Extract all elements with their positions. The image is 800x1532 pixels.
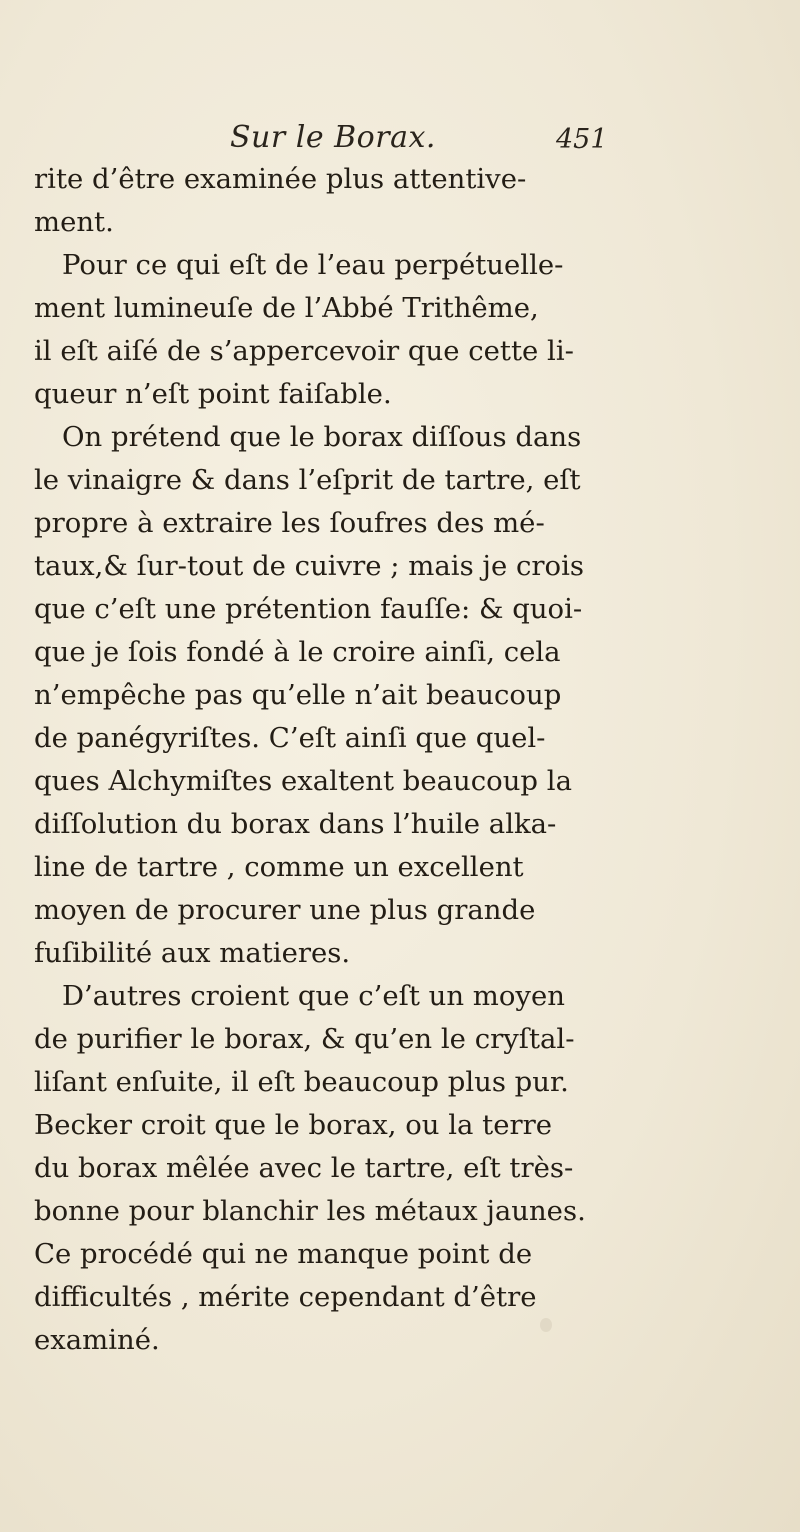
text-line: queur n’eſt point faiſable. — [34, 378, 392, 410]
running-title: Sur le Borax. — [230, 120, 436, 155]
text-line: examiné. — [34, 1324, 160, 1356]
text-line: n’empêche pas qu’elle n’ait beaucoup — [34, 679, 562, 711]
text-line: du borax mêlée avec le tartre, eſt très- — [34, 1152, 574, 1184]
text-line: Becker croit que le borax, ou la terre — [34, 1109, 553, 1141]
text-line: ques Alchymiſtes exaltent beaucoup la — [34, 765, 572, 797]
text-line: fuſibilité aux matieres. — [34, 937, 351, 969]
text-line: de purifier le borax, & qu’en le cryſtal- — [34, 1023, 575, 1055]
text-line: liſant enſuite, il eſt beaucoup plus pur. — [34, 1066, 569, 1098]
text-line: propre à extraire les ſoufres des mé- — [34, 507, 545, 539]
text-line: que c’eſt une prétention fauſſe: & quoi- — [34, 593, 583, 625]
text-line: bonne pour blanchir les métaux jaunes. — [34, 1195, 586, 1227]
text-line: que je ſois fondé à le croire ainſi, cela — [34, 636, 561, 668]
text-line: le vinaigre & dans l’eſprit de tartre, eſt — [34, 464, 581, 496]
text-line: rite d’être examinée plus attentive- — [34, 163, 527, 195]
paragraph-start-line: Pour ce qui eſt de l’eau perpétuelle- — [62, 249, 564, 281]
paragraph-start-line: D’autres croient que c’eſt un moyen — [62, 980, 565, 1012]
text-line: difficultés , mérite cependant d’être — [34, 1281, 537, 1313]
text-line: moyen de procurer une plus grande — [34, 894, 536, 926]
page-header — [0, 120, 800, 160]
text-line: de panégyriſtes. C’eſt ainſi que quel- — [34, 722, 546, 754]
page-number: 451 — [556, 124, 608, 155]
paragraph-start-line: On prétend que le borax diſſous dans — [62, 421, 582, 453]
text-line: Ce procédé qui ne manque point de — [34, 1238, 533, 1270]
paper-stain — [540, 1318, 552, 1332]
text-line: line de tartre , comme un excellent — [34, 851, 524, 883]
text-line: ment. — [34, 206, 114, 238]
text-line: taux,& ſur-tout de cuivre ; mais je crois — [34, 550, 584, 582]
text-line: diſſolution du borax dans l’huile alka- — [34, 808, 557, 840]
text-line: il eſt aiſé de s’appercevoir que cette li- — [34, 335, 574, 367]
text-line: ment lumineuſe de l’Abbé Trithême, — [34, 292, 539, 324]
body-text — [34, 158, 734, 1362]
